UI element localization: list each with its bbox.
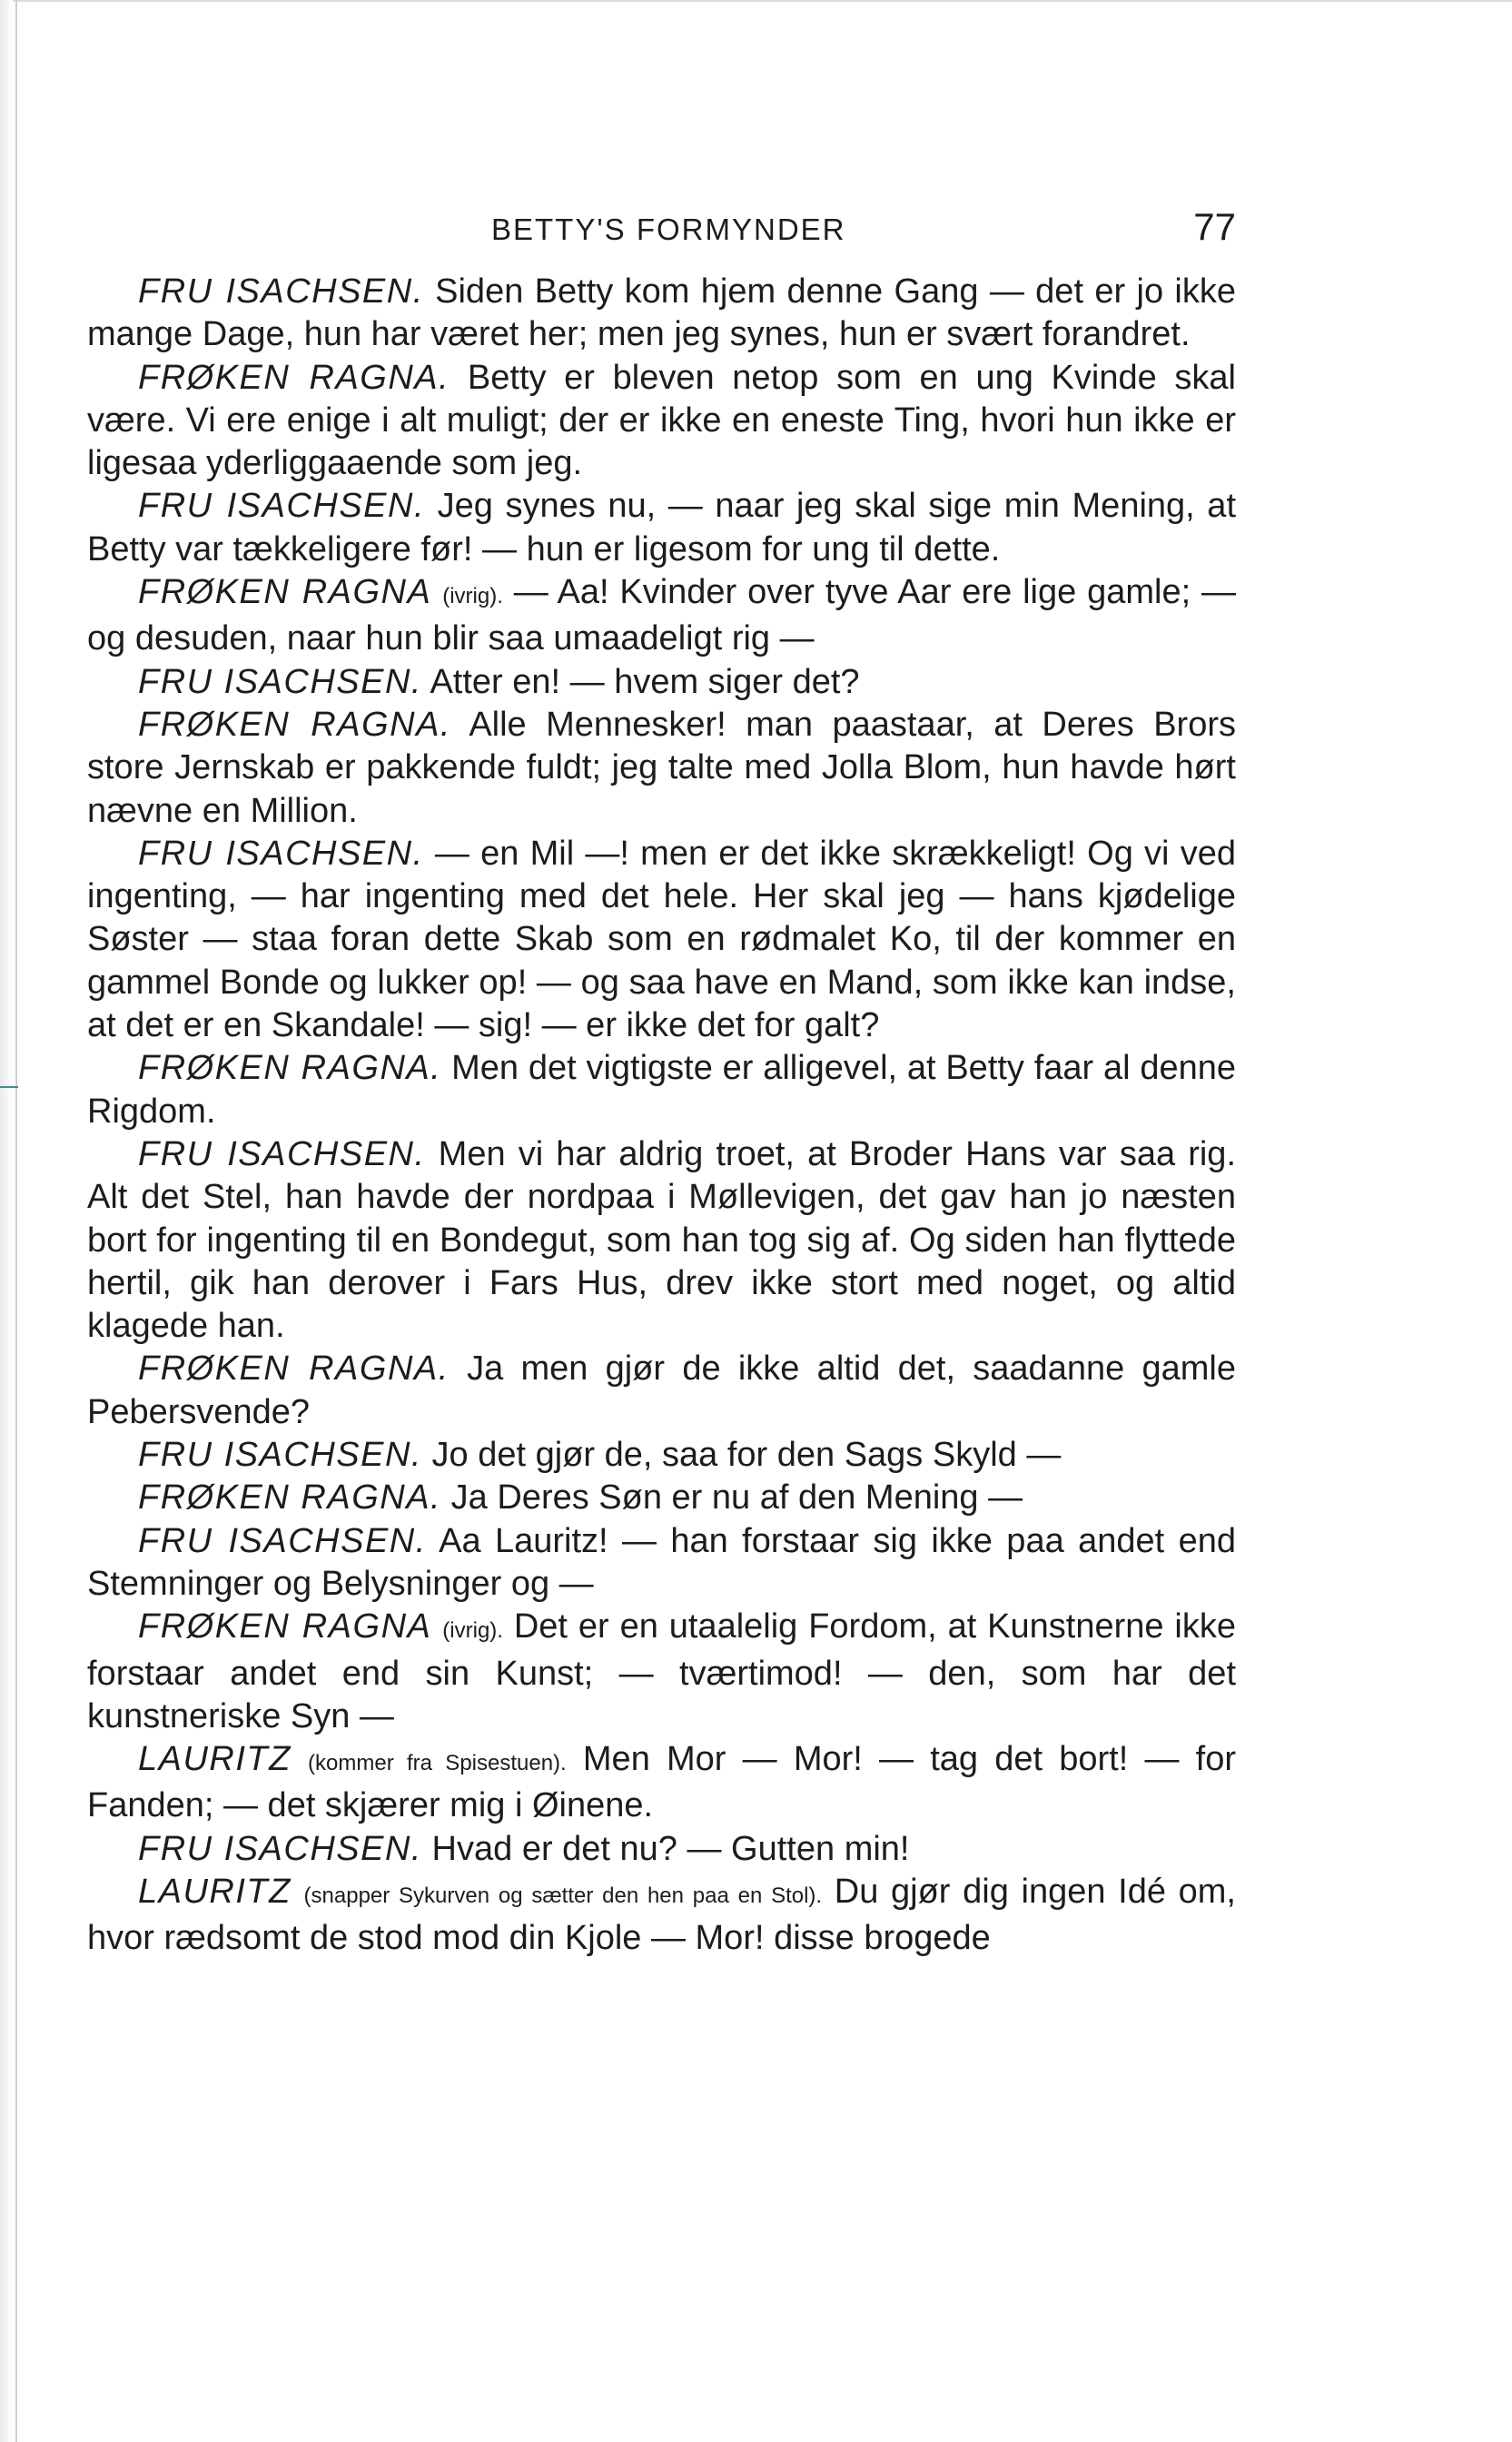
speech: [87, 704, 1236, 833]
speaker-name: FRU ISACHSEN.: [138, 1134, 426, 1173]
speech-text: Aa Lauritz! — han forstaar sig ikke paa andet end Stemninger og Belysninger og —: [87, 1521, 1236, 1603]
speaker-name: FRU ISACHSEN.: [138, 272, 424, 311]
speech: [87, 1477, 1236, 1519]
stage-direction: (snapper Sykurven og sætter den hen paa en Stol).: [303, 1883, 823, 1908]
speech-text: Atter en! — hvem siger det?: [430, 662, 860, 701]
speech-text: Men vi har aldrig troet, at Broder Hans var saa rig. Alt det Stel, han havde der nordpaa i Møllevigen, det gav han jo næsten bort for ingenting til en Bondegut, som han tog sig af. Og siden han flyttede hertil, gik han derover i Fars Hus, drev ikke stort med noget, og altid klagede han.: [87, 1134, 1236, 1346]
speech: [87, 1133, 1236, 1348]
running-title: BETTY'S FORMYNDER: [491, 213, 846, 246]
speaker-name: FRØKEN RAGNA.: [138, 1049, 442, 1088]
speech-text: Jo det gjør de, saa for den Sags Skyld —: [431, 1436, 1062, 1475]
speech: [87, 1828, 1236, 1871]
speech-text: Betty er bleven netop som en ung Kvinde skal være. Vi ere enige i alt muligt; der er ikke en eneste Ting, hvori hun ikke er ligesaa yderliggaaende som jeg.: [87, 358, 1236, 483]
speaker-name: FRU ISACHSEN.: [138, 662, 422, 701]
speaker-name: FRU ISACHSEN.: [138, 487, 426, 526]
speech: [87, 1738, 1236, 1828]
speech: [87, 1348, 1236, 1434]
speech-text: — Aa! Kvinder over tyve Aar ere lige gamle; — og desuden, naar hun blir saa umaadeligt rig —: [87, 573, 1236, 658]
stage-direction: (ivrig).: [442, 1618, 503, 1644]
speech-text: Alle Mennesker! man paastaar, at Deres Brors store Jernskab er pakkende fuldt; jeg talte med Jolla Blom, hun havde hørt nævne en Million.: [87, 705, 1236, 830]
page-binding-shadow: [0, 0, 13, 2442]
speech: [87, 271, 1236, 357]
speech-text: Men Mor — Mor! — tag det bort! — for Fanden; — det skjærer mig i Øinene.: [87, 1740, 1236, 1825]
page-edge-mark: [0, 1086, 18, 1088]
page-binding-line: [15, 0, 17, 2442]
speech: [87, 1434, 1236, 1477]
speaker-name: FRU ISACHSEN.: [138, 1521, 427, 1560]
speaker-name: LAURITZ: [138, 1740, 292, 1779]
speech: [87, 1520, 1236, 1607]
speaker-name: FRØKEN RAGNA: [138, 1607, 432, 1646]
page-top-edge: [0, 0, 1512, 2]
speaker-name: FRØKEN RAGNA.: [138, 1478, 442, 1518]
page-number: 77: [1193, 205, 1236, 248]
speech: [87, 833, 1236, 1047]
speaker-name: FRØKEN RAGNA.: [138, 358, 450, 397]
speech-text: Siden Betty kom hjem denne Gang — det er jo ikke mange Dage, hun har været her; men jeg synes, hun er svært forandret.: [87, 272, 1237, 354]
speech-text: Men det vigtigste er alligevel, at Betty faar al denne Rigdom.: [87, 1049, 1236, 1131]
speech: [87, 661, 1236, 704]
speech-text: — en Mil —! men er det ikke skrækkeligt! Og vi ved ingenting, — har ingenting med det hele. Her skal jeg — hans kjødelige Søster — staa foran dette Skab som en rødmalet Ko, til der kommer en gammel Bonde og lukker op! — og saa have en Mand, som ikke kan indse, at det er en Skandale! — sig! — er ikke det for galt?: [87, 834, 1236, 1045]
speech: [87, 1606, 1236, 1738]
speech-text: Ja men gjør de ikke altid det, saadanne gamle Pebersvende?: [87, 1350, 1236, 1431]
speech-text: Du gjør dig ingen Idé om, hvor rædsomt de stod mod din Kjole — Mor! disse brogede: [87, 1872, 1236, 1958]
play-text: [87, 271, 1236, 1961]
speech: [87, 1871, 1236, 1961]
speaker-name: FRØKEN RAGNA.: [138, 1350, 450, 1389]
speaker-name: FRØKEN RAGNA.: [138, 705, 451, 744]
stage-direction: (ivrig).: [442, 584, 503, 609]
speech-text: Ja Deres Søn er nu af den Mening —: [450, 1478, 1023, 1518]
speech-text: Det er en utaalelig Fordom, at Kunstnerne ikke forstaar andet end sin Kunst; — tværtimod! — den, som har det kunstneriske Syn —: [87, 1607, 1236, 1735]
stage-direction: (kommer fra Spisestuen).: [308, 1751, 567, 1776]
speaker-name: FRU ISACHSEN.: [138, 1436, 422, 1475]
speaker-name: FRU ISACHSEN.: [138, 1829, 422, 1868]
speech: [87, 485, 1236, 571]
speaker-name: FRØKEN RAGNA: [138, 573, 432, 612]
speaker-name: LAURITZ: [138, 1872, 292, 1911]
page-header: [87, 205, 1236, 254]
speech: [87, 571, 1236, 661]
speech: [87, 1047, 1236, 1133]
speech-text: Jeg synes nu, — naar jeg skal sige min Mening, at Betty var tækkeligere før! — hun er ligesom for ung til dette.: [87, 487, 1236, 568]
speech-text: Hvad er det nu? — Gutten min!: [431, 1829, 910, 1868]
speech: [87, 357, 1236, 486]
speaker-name: FRU ISACHSEN.: [138, 834, 424, 873]
